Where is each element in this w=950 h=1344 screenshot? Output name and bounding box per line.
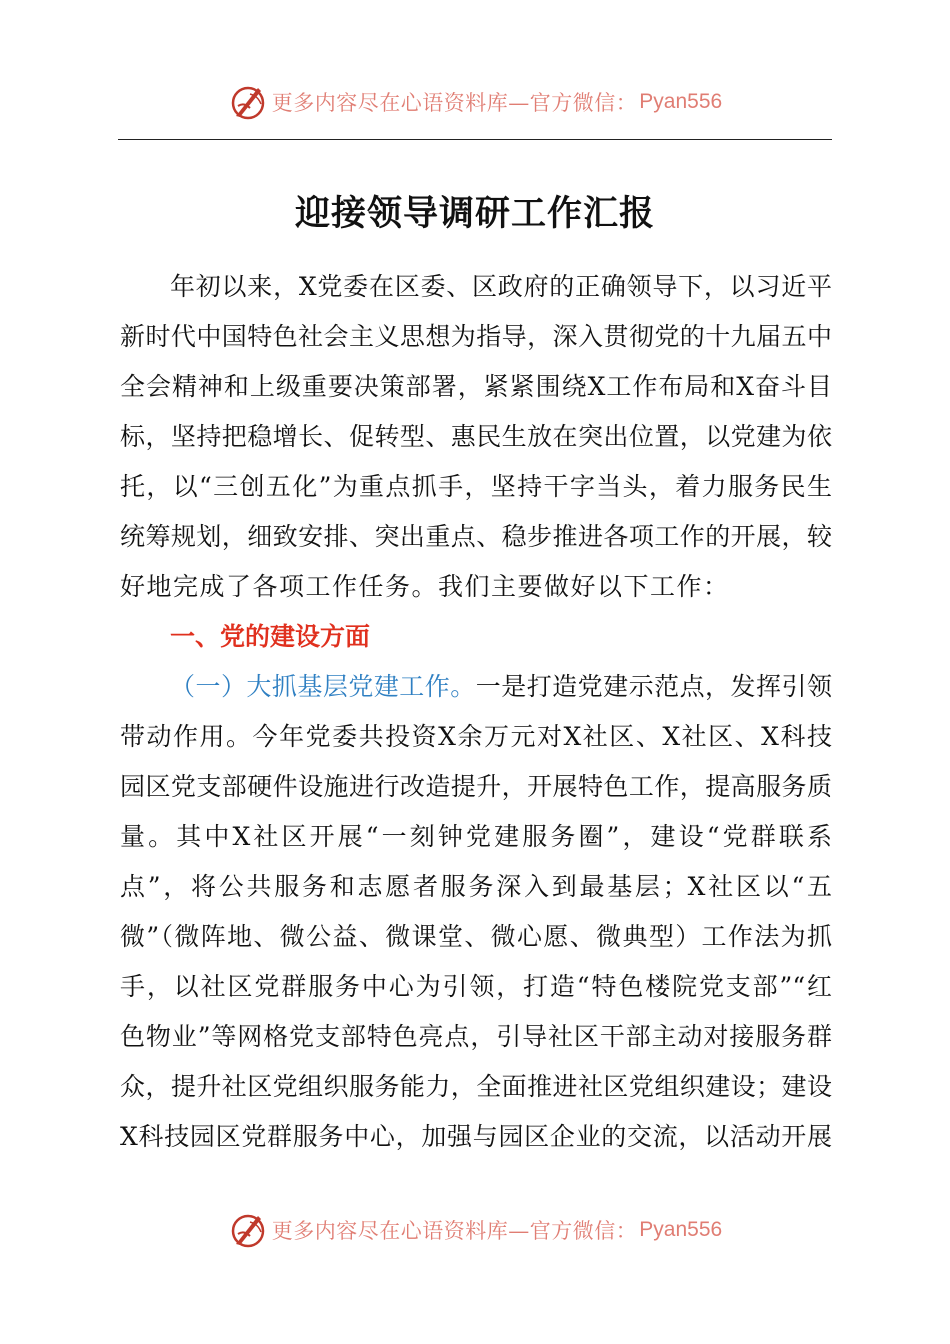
paragraph-line: 年初以来，X党委在区委、区政府的正确领导下，以习近平 [170, 272, 832, 301]
watermark-wechat-id: Pyan556 [639, 90, 723, 113]
paragraph-line: 全会精神和上级重要决策部署，紧紧围绕X工作布局和X奋斗目 [120, 372, 832, 401]
paragraph-line: 手，以社区党群服务中心为引领，打造“特色楼院党支部”“红 [120, 972, 832, 1001]
paragraph-line: 园区党支部硬件设施进行改造提升，开展特色工作，提高服务质 [120, 772, 832, 801]
paragraph-line: 众，提升社区党组织服务能力，全面推进社区党组织建设；建设 [120, 1072, 832, 1101]
header-watermark [0, 80, 950, 124]
section-heading: 一、党的建设方面 [170, 622, 371, 651]
watermark-text: 更多内容尽在心语资料库—官方微信： [271, 1219, 638, 1243]
paragraph-line: 好地完成了各项工作任务。我们主要做好以下工作： [120, 572, 730, 601]
paragraph-line: 统筹规划，细致安排、突出重点、稳步推进各项工作的开展，较 [120, 522, 832, 551]
paragraph-line: 微”（微阵地、微公益、微课堂、微心愿、微典型）工作法为抓 [120, 922, 832, 951]
footer-watermark [0, 1208, 950, 1252]
paragraph-line: 托，以“三创五化”为重点抓手，坚持干字当头，着力服务民生 [120, 472, 832, 501]
document-title: 迎接领导调研工作汇报 [294, 193, 655, 234]
paragraph-line: 点”，将公共服务和志愿者服务深入到最基层；X社区以“五 [120, 872, 832, 901]
subsection-heading: （一）大抓基层党建工作。 [170, 672, 476, 701]
paragraph-line: 量。其中X社区开展“一刻钟党建服务圈”，建设“党群联系 [120, 822, 832, 851]
watermark-text: 更多内容尽在心语资料库—官方微信： [271, 91, 638, 115]
header-divider [118, 139, 832, 140]
paragraph-line: 标，坚持把稳增长、促转型、惠民生放在突出位置，以党建为依 [120, 422, 832, 451]
paragraph-line: 新时代中国特色社会主义思想为指导，深入贯彻党的十九届五中 [120, 322, 832, 351]
paragraph-line: X科技园区党群服务中心，加强与园区企业的交流，以活动开展 [120, 1122, 832, 1151]
watermark-wechat-id: Pyan556 [639, 1218, 723, 1241]
paragraph-line: 色物业”等网格党支部特色亮点，引导社区干部主动对接服务群 [120, 1022, 832, 1051]
subsection-first-line [120, 662, 832, 712]
quill-pen-logo-icon [228, 1210, 268, 1250]
quill-pen-logo-icon [228, 82, 268, 122]
document-body [120, 262, 832, 1162]
paragraph-line: 带动作用。今年党委共投资X余万元对X社区、X社区、X科技 [120, 722, 832, 751]
subsection-first-text: 一是打造党建示范点，发挥引领 [475, 672, 832, 701]
